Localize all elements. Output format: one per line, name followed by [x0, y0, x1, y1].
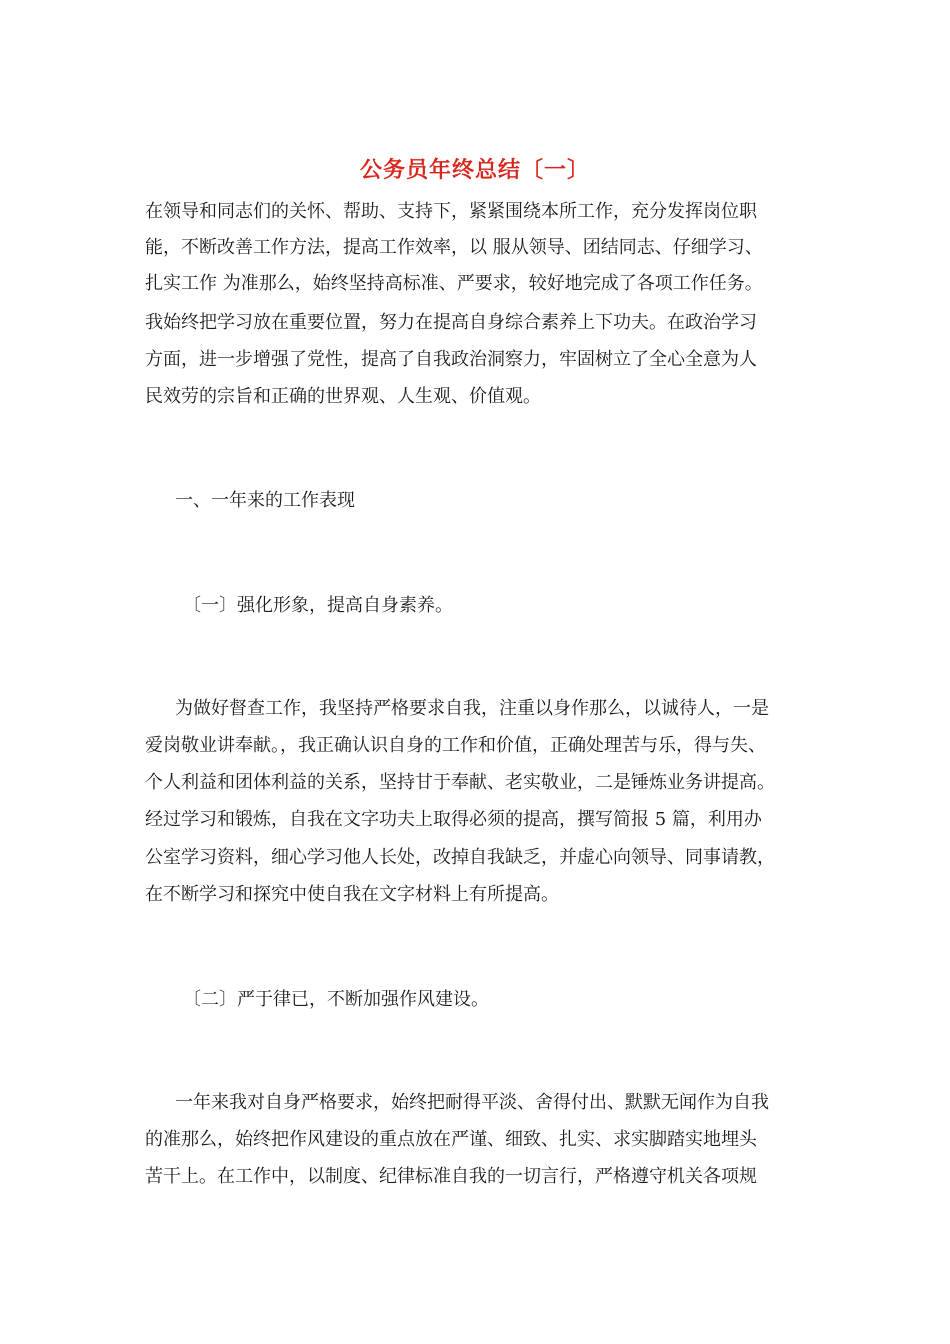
intro-line: 能，不断改善工作方法，提高工作效率，以 服从领导、团结同志、仔细学习、 — [145, 237, 763, 258]
paragraph-line: 经过学习和锻炼，自我在文字功夫上取得必须的提高，撰写简报 5 篇，利用办 — [145, 809, 762, 830]
subsection-heading: 〔二〕严于律已，不断加强作风建设。 — [183, 989, 489, 1010]
subsection-heading: 〔一〕强化形象，提高自身素养。 — [183, 595, 453, 616]
intro-line: 我始终把学习放在重要位置，努力在提高自身综合素养上下功夫。在政治学习 — [145, 312, 757, 333]
document-title: 公务员年终总结〔一〕 — [359, 158, 590, 183]
paragraph-line: 苦干上。在工作中，以制度、纪律标准自我的一切言行，严格遵守机关各项规 — [145, 1166, 757, 1187]
paragraph-line: 的准那么，始终把作风建设的重点放在严谨、细致、扎实、求实脚踏实地埋头 — [145, 1129, 757, 1150]
intro-line: 在领导和同志们的关怀、帮助、支持下，紧紧围绕本所工作，充分发挥岗位职 — [145, 201, 757, 222]
paragraph-line: 为做好督查工作，我坚持严格要求自我，注重以身作那么，以诚待人，一是 — [175, 698, 769, 719]
paragraph-line: 一年来我对自身严格要求，始终把耐得平淡、舍得付出、默默无闻作为自我 — [175, 1092, 769, 1113]
paragraph-line: 个人利益和团体利益的关系，坚持甘于奉献、老实敬业，二是锤炼业务讲提高。 — [145, 772, 775, 793]
paragraph-line: 在不断学习和探究中使自我在文字材料上有所提高。 — [145, 884, 559, 905]
paragraph-line: 爱岗敬业讲奉献。，我正确认识自身的工作和价值，正确处理苦与乐，得与失、 — [145, 735, 766, 756]
paragraph-line: 公室学习资料，细心学习他人长处，改掉自我缺乏，并虚心向领导、同事请教， — [145, 847, 775, 868]
intro-line: 民效劳的宗旨和正确的世界观、人生观、价值观。 — [145, 386, 541, 407]
section-heading: 一、一年来的工作表现 — [175, 490, 355, 511]
intro-line: 方面，进一步增强了党性，提高了自我政治洞察力，牢固树立了全心全意为人 — [145, 349, 757, 370]
intro-line: 扎实工作 为准那么，始终坚持高标准、严要求，较好地完成了各项工作任务。 — [145, 273, 763, 294]
